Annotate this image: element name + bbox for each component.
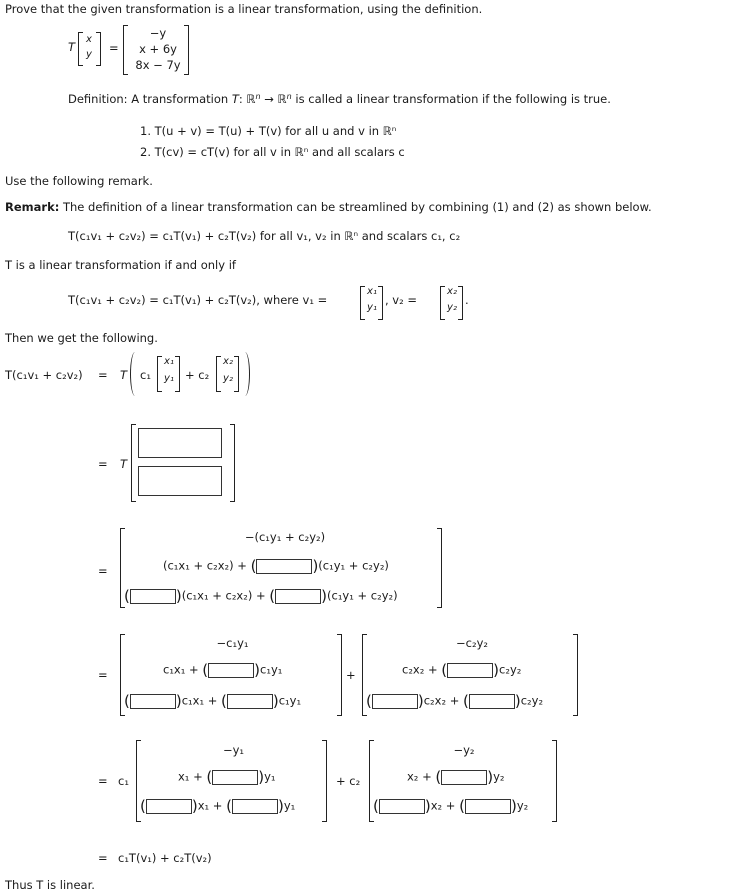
step5-c1: c₁ xyxy=(118,774,129,788)
step4-eq: = xyxy=(98,668,108,682)
input-x: x xyxy=(86,34,92,45)
problem-statement: Prove that the given transformation is a linear transformation, using the definition. xyxy=(5,2,483,16)
answer-input-s1-2[interactable] xyxy=(208,663,254,678)
step5-left-row-1: −y₁ xyxy=(222,743,245,757)
step5-right-row-2: x₂ + ( )y₂ xyxy=(407,768,505,786)
answer-input-coef-3a[interactable] xyxy=(130,589,176,604)
answer-input-s1-3b[interactable] xyxy=(227,694,273,709)
step5-right-row-1: −y₂ xyxy=(453,743,475,757)
output-row-1: −y xyxy=(149,26,167,40)
t-symbol: T xyxy=(68,40,76,54)
use-remark: Use the following remark. xyxy=(5,174,153,188)
step4-left-row-3: ( )c₁x₁ + ( )c₁y₁ xyxy=(124,692,302,710)
step6-result: c₁T(v₁) + c₂T(v₂) xyxy=(118,851,212,865)
combined-condition: T(c₁v₁ + c₂v₂) = c₁T(v₁) + c₂T(v₂) for all v₁, v₂ in ℝⁿ and scalars c₁, c₂ xyxy=(68,229,461,243)
v2-y: y₂ xyxy=(447,302,457,313)
answer-input-f2-2[interactable] xyxy=(441,770,487,785)
definition-text: Definition: A transformation T: ℝ$^n$ → ℝ$^n$ is called a linear transformation if the following is true. xyxy=(68,92,611,106)
step4-left-row-2: c₁x₁ + ( )c₁y₁ xyxy=(163,661,283,679)
v2-x: x₂ xyxy=(447,286,457,297)
step5-right-row-3: ( )x₂ + ( )y₂ xyxy=(373,797,529,815)
step1-eq: = xyxy=(98,368,108,382)
answer-input-s2-3a[interactable] xyxy=(372,694,418,709)
answer-input-f2-3b[interactable] xyxy=(465,799,511,814)
step3-row-3: ( )(c₁x₁ + c₂x₂) + ( )(c₁y₁ + c₂y₂) xyxy=(124,587,398,605)
answer-input-s1-3a[interactable] xyxy=(130,694,176,709)
iff-statement: T is a linear transformation if and only if xyxy=(5,258,236,272)
step1-plus-c2: + c₂ xyxy=(185,368,210,382)
step1-bracket xyxy=(234,356,239,392)
answer-input-s2-2[interactable] xyxy=(447,663,493,678)
step1-y2: y₂ xyxy=(223,373,233,384)
step1-x2: x₂ xyxy=(223,356,233,367)
step6-eq: = xyxy=(98,851,108,865)
answer-input-y-component[interactable] xyxy=(138,466,222,496)
output-bracket-right xyxy=(184,25,189,75)
condition-text: T(c₁v₁ + c₂v₂) = c₁T(v₁) + c₂T(v₂), where v₁ = xyxy=(68,293,328,307)
answer-input-coef-3b[interactable] xyxy=(275,589,321,604)
answer-input-f1-2[interactable] xyxy=(212,770,258,785)
answer-input-s2-3b[interactable] xyxy=(469,694,515,709)
v2-label: , v₂ = xyxy=(385,293,418,307)
answer-input-f1-3b[interactable] xyxy=(232,799,278,814)
then-text: Then we get the following. xyxy=(5,331,158,345)
step3-row-2: (c₁x₁ + c₂x₂) + ( )(c₁y₁ + c₂y₂) xyxy=(163,557,389,575)
output-row-2: x + 6y xyxy=(139,42,177,56)
step4-right-bracket-right xyxy=(573,634,578,716)
step3-eq: = xyxy=(98,564,108,578)
step1-y1: y₁ xyxy=(164,373,174,384)
step2-bracket-right xyxy=(230,424,235,502)
v1-bracket-right xyxy=(378,286,383,320)
step3-bracket-right xyxy=(437,528,442,608)
definition-item-2: 2. T(cv) = cT(v) for all v in ℝⁿ and all scalars c xyxy=(140,145,405,159)
v1-x: x₁ xyxy=(367,286,377,297)
period: . xyxy=(465,293,469,307)
step3-row-1: −(c₁y₁ + c₂y₂) xyxy=(244,530,326,544)
step5-eq: = xyxy=(98,774,108,788)
step4-left-bracket-right xyxy=(337,634,342,716)
step1-lhs: T(c₁v₁ + c₂v₂) xyxy=(5,368,83,382)
answer-input-f2-3a[interactable] xyxy=(379,799,425,814)
answer-input-coef-2[interactable] xyxy=(256,559,312,574)
definition-item-1: 1. T(u + v) = T(u) + T(v) for all u and v in ℝⁿ xyxy=(140,124,397,138)
step1-t: T xyxy=(120,368,128,382)
step5-left-bracket-right xyxy=(322,740,327,822)
step4-plus: + xyxy=(346,668,356,682)
step4-right-row-2: c₂x₂ + ( )c₂y₂ xyxy=(402,661,522,679)
step4-left-row-1: −c₁y₁ xyxy=(216,636,249,650)
step5-left-row-3: ( )x₁ + ( )y₁ xyxy=(140,797,296,815)
remark-text: Remark: The definition of a linear transformation can be streamlined by combining (1) and (2) as shown below. xyxy=(5,200,652,214)
v2-bracket-right xyxy=(458,286,463,320)
step5-right-bracket-right xyxy=(552,740,557,822)
conclusion: Thus T is linear. xyxy=(5,878,95,892)
step1-x1: x₁ xyxy=(164,356,174,367)
step2-t: T xyxy=(120,457,128,471)
step1-paren-right xyxy=(240,352,250,396)
step1-paren-left xyxy=(130,352,140,396)
answer-input-x-component[interactable] xyxy=(138,428,222,458)
step4-right-row-3: ( )c₂x₂ + ( )c₂y₂ xyxy=(366,692,544,710)
equals-sign: = xyxy=(109,41,119,55)
step1-c1: c₁ xyxy=(140,368,151,382)
step4-right-row-1: −c₂y₂ xyxy=(456,636,488,650)
step5-plus-c2: + c₂ xyxy=(336,774,361,788)
step5-left-row-2: x₁ + ( )y₁ xyxy=(178,768,276,786)
input-bracket-right xyxy=(96,32,101,66)
v1-y: y₁ xyxy=(367,302,377,313)
step1-bracket xyxy=(175,356,180,392)
input-y: y xyxy=(86,49,92,60)
step2-eq: = xyxy=(98,457,108,471)
answer-input-f1-3a[interactable] xyxy=(146,799,192,814)
step2-bracket-left xyxy=(131,424,136,502)
output-row-3: 8x − 7y xyxy=(135,58,181,72)
